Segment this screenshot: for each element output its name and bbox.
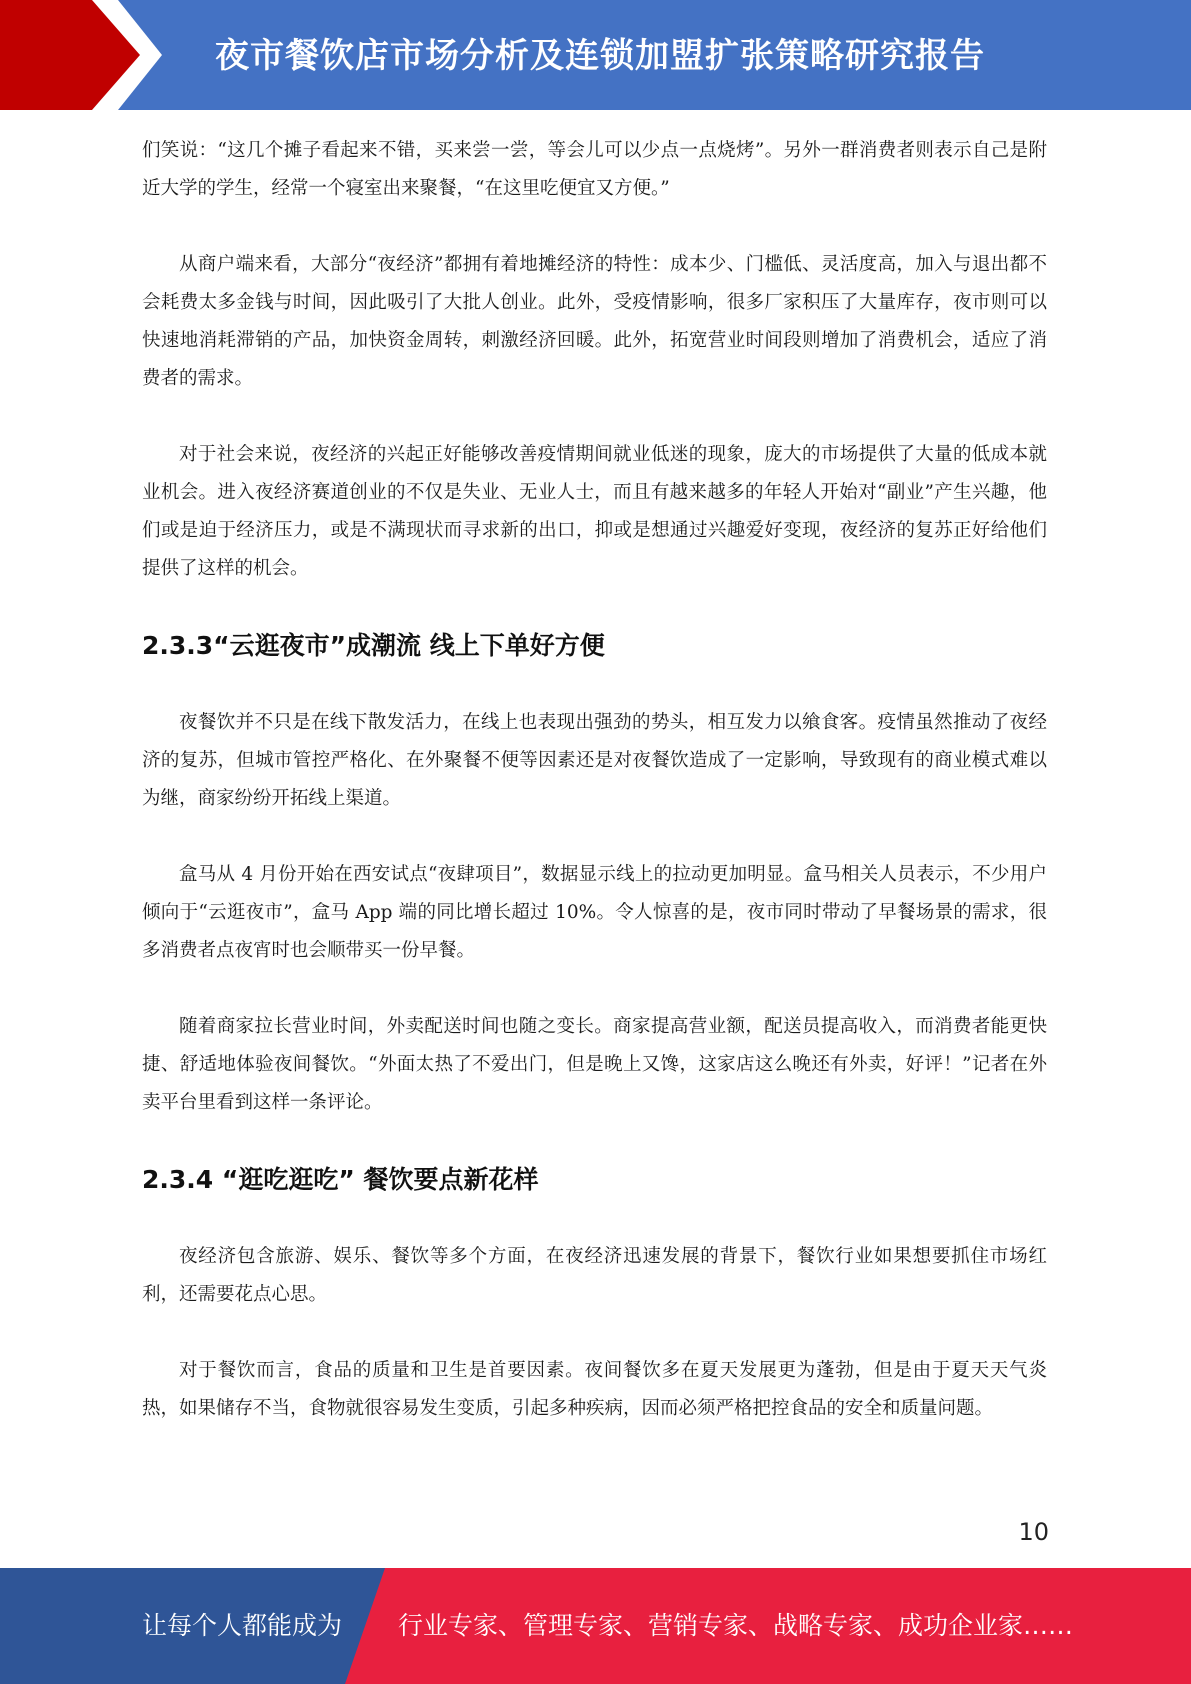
page-number: 10 — [1018, 1518, 1049, 1546]
paragraph: 们笑说：“这几个摊子看起来不错，买来尝一尝，等会儿可以少点一点烧烤”。另外一群消费者则表示自己是附近大学的学生，经常一个寝室出来聚餐，“在这里吃便宜又方便。” — [142, 140, 1047, 199]
paragraph: 对于社会来说，夜经济的兴起正好能够改善疫情期间就业低迷的现象，庞大的市场提供了大量的低成本就业机会。进入夜经济赛道创业的不仅是失业、无业人士，而且有越来越多的年轻人开始对“副业”产生兴趣，他们或是迫于经济压力，或是不满现状而寻求新的出口，抑或是想通过兴趣爱好变现，夜经济的复苏正好给他们提供了这样的机会。 — [142, 444, 1047, 579]
page-header — [0, 0, 1191, 110]
section-heading: 2.3.4 “逛吃逛吃” 餐饮要点新花样 — [142, 1165, 539, 1194]
footer-slogan-right: 行业专家、管理专家、营销专家、战略专家、成功企业家…… — [398, 1611, 1074, 1640]
report-title: 夜市餐饮店市场分析及连锁加盟扩张策略研究报告 — [215, 36, 985, 76]
paragraph: 从商户端来看，大部分“夜经济”都拥有着地摊经济的特性：成本少、门槛低、灵活度高，加入与退出都不会耗费太多金钱与时间，因此吸引了大批人创业。此外，受疫情影响，很多厂家积压了大量库存，夜市则可以快速地消耗滞销的产品，加快资金周转，刺激经济回暖。此外，拓宽营业时间段则增加了消费机会，适应了消费者的需求。 — [142, 254, 1047, 389]
paragraph: 夜经济包含旅游、娱乐、餐饮等多个方面，在夜经济迅速发展的背景下，餐饮行业如果想要抓住市场红利，还需要花点心思。 — [142, 1246, 1047, 1305]
footer-slogan-left: 让每个人都能成为 — [142, 1611, 343, 1640]
paragraph: 随着商家拉长营业时间，外卖配送时间也随之变长。商家提高营业额，配送员提高收入，而消费者能更快捷、舒适地体验夜间餐饮。“外面太热了不爱出门，但是晚上又馋，这家店这么晚还有外卖，好评！”记者在外卖平台里看到这样一条评论。 — [142, 1016, 1047, 1113]
section-heading: 2.3.3“云逛夜市”成潮流 线上下单好方便 — [142, 631, 605, 660]
paragraph: 盒马从 4 月份开始在西安试点“夜肆项目”，数据显示线上的拉动更加明显。盒马相关人员表示，不少用户倾向于“云逛夜市”，盒马 App 端的同比增长超过 10%。令人惊喜的是，夜市同时带动了早餐场景的需求，很多消费者点夜宵时也会顺带买一份早餐。 — [142, 864, 1047, 961]
page-content — [142, 132, 1047, 1466]
paragraph: 夜餐饮并不只是在线下散发活力，在线上也表现出强劲的势头，相互发力以飨食客。疫情虽然推动了夜经济的复苏，但城市管控严格化、在外聚餐不便等因素还是对夜餐饮造成了一定影响，导致现有的商业模式难以为继，商家纷纷开拓线上渠道。 — [142, 712, 1047, 809]
page-footer — [0, 1568, 1191, 1684]
paragraph: 对于餐饮而言，食品的质量和卫生是首要因素。夜间餐饮多在夏天发展更为蓬勃，但是由于夏天天气炎热，如果储存不当，食物就很容易发生变质，引起多种疾病，因而必须严格把控食品的安全和质量问题。 — [142, 1360, 1047, 1419]
